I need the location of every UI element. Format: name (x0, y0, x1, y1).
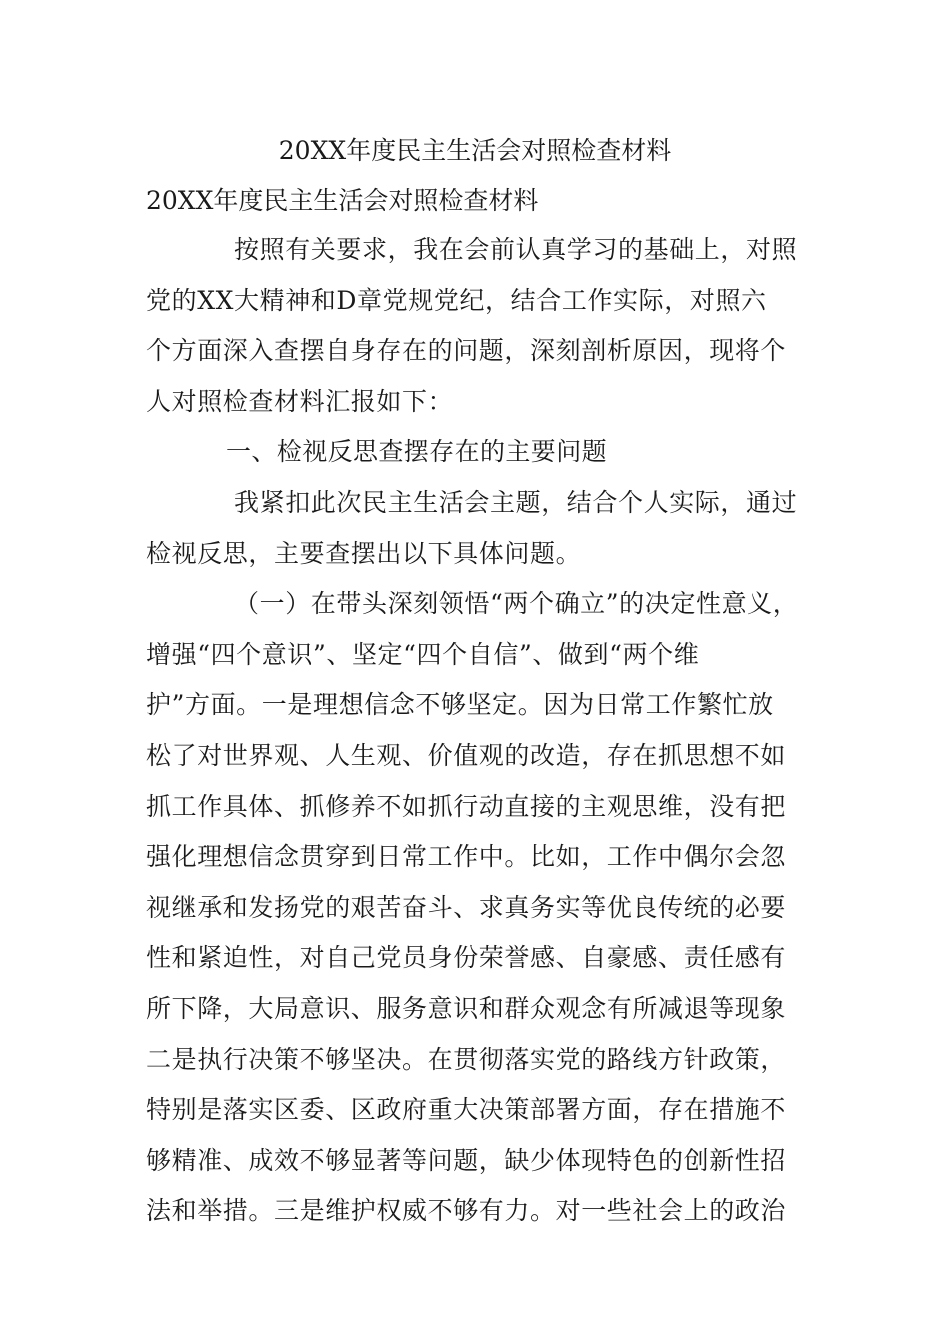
paragraph-line: 检视反思，主要查摆出以下具体问题。 (146, 538, 582, 568)
paragraph-line: 二是执行决策不够坚决。在贯彻落实党的路线方针政策， (146, 1044, 787, 1074)
paragraph-line: 所下降，大局意识、服务意识和群众观念有所减退等现象 (146, 993, 787, 1023)
document-body (146, 225, 812, 1237)
paragraph-line: 松了对世界观、人生观、价值观的改造，存在抓思想不如 (146, 740, 787, 770)
paragraph-line: 够精准、成效不够显著等问题，缺少体现特色的创新性招 (146, 1145, 787, 1175)
section-heading: 一、检视反思查摆存在的主要问题 (226, 437, 608, 467)
paragraph-line: 视继承和发扬党的艰苦奋斗、求真务实等优良传统的必要 (146, 892, 787, 922)
paragraph-line: 法和举措。三是维护权威不够有力。对一些社会上的政治 (146, 1196, 787, 1226)
paragraph-line: （一）在带头深刻领悟“两个确立”的决定性意义， (234, 589, 799, 619)
paragraph-line: 抓工作具体、抓修养不如抓行动直接的主观思维，没有把 (146, 791, 787, 821)
paragraph-line: 人对照检查材料汇报如下： (146, 386, 454, 416)
document-title: 20XX年度民主生活会对照检查材料 (278, 136, 672, 165)
paragraph-line: 按照有关要求，我在会前认真学习的基础上，对照 (234, 235, 798, 264)
paragraph-line: 增强“四个意识”、坚定“四个自信”、做到“两个维 (146, 639, 700, 669)
document-subtitle: 20XX年度民主生活会对照检查材料 (146, 186, 539, 215)
paragraph-line: 特别是落实区委、区政府重大决策部署方面，存在措施不 (146, 1095, 787, 1125)
paragraph-line: 性和紧迫性，对自己党员身份荣誉感、自豪感、责任感有 (146, 943, 787, 973)
paragraph-line: 强化理想信念贯穿到日常工作中。比如，工作中偶尔会忽 (146, 842, 787, 872)
paragraph-line: 党的XX大精神和D章党规党纪，结合工作实际，对照六 (146, 285, 767, 315)
paragraph-line: 我紧扣此次民主生活会主题，结合个人实际，通过 (234, 487, 798, 517)
paragraph-line: 护”方面。一是理想信念不够坚定。因为日常工作繁忙放 (146, 690, 774, 720)
paragraph-line: 个方面深入查摆自身存在的问题，深刻剖析原因，现将个 (146, 336, 787, 366)
